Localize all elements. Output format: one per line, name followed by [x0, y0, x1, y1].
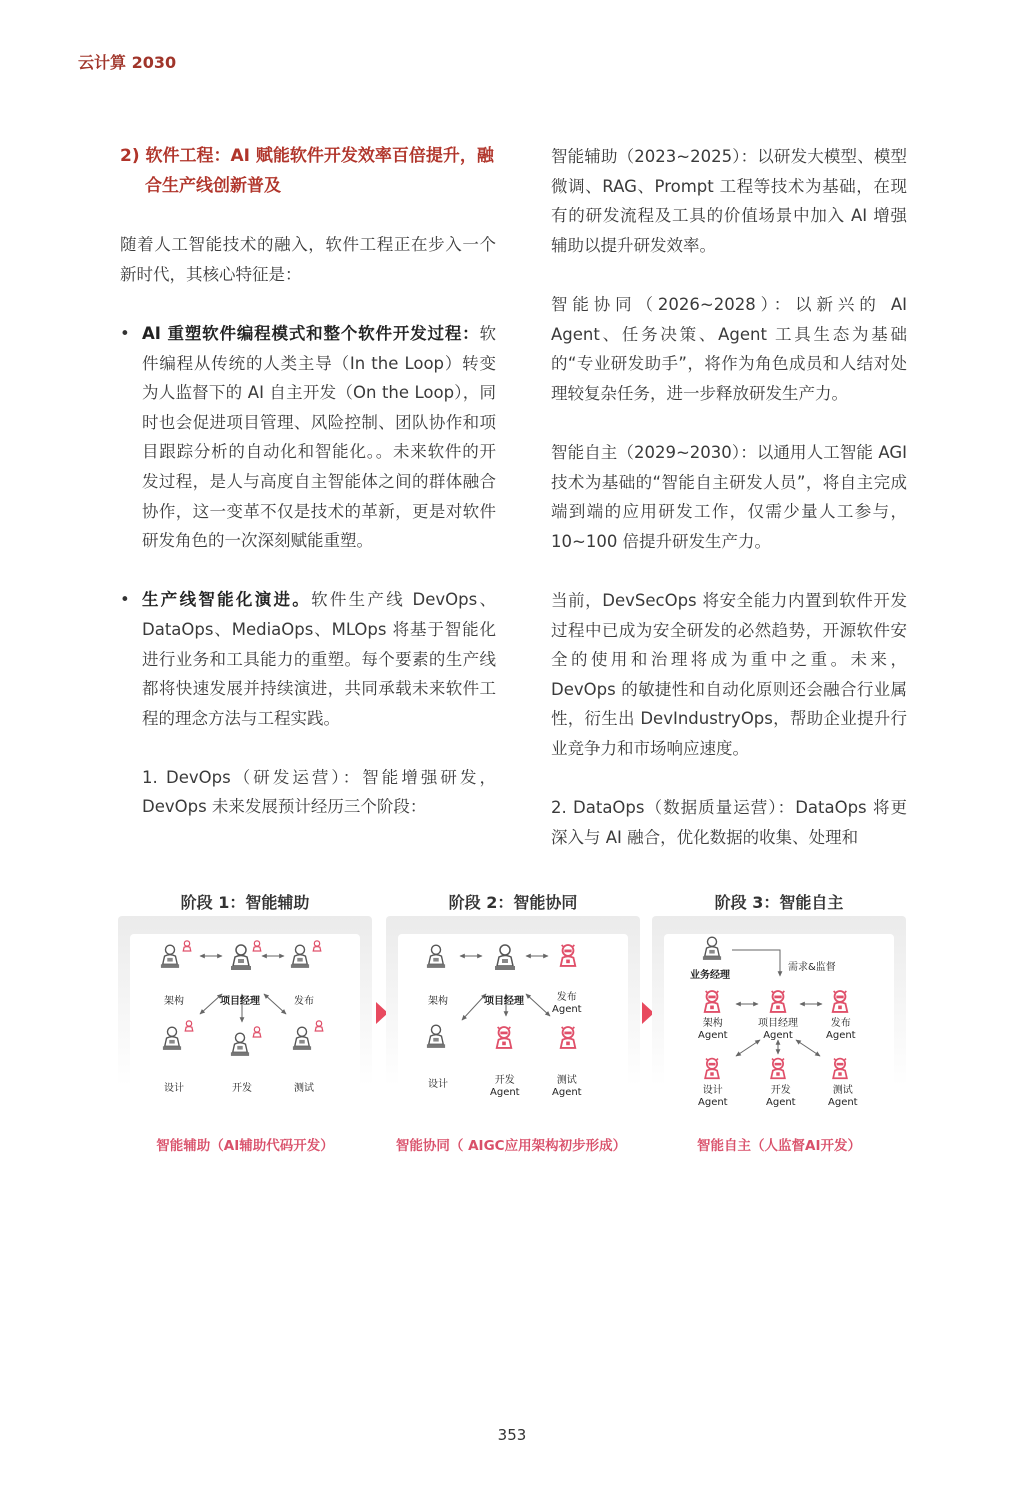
project-manager-icon: [495, 945, 515, 970]
stage-3-title: 阶段 3：智能自主: [714, 893, 844, 912]
design-agent-icon: [705, 1059, 719, 1079]
business-manager-icon: [703, 937, 721, 960]
label-release-agent: 发布 Agent: [826, 1018, 856, 1041]
ai-assistant-icon: [183, 941, 191, 951]
stage-2-title: 阶段 2：智能协同: [448, 893, 578, 912]
ai-assistant-icon: [253, 1027, 261, 1037]
devsecops-paragraph: 当前，DevSecOps 将安全能力内置到软件开发过程中已成为安全研发的必然趋势，开源软件安全的使用和治理将成为重中之重。未来，DevOps 的敏捷性和自动化原则还会融合行业属性，衍生出 DevIndustryOps，帮助企业提升行业竞争力和市场响应速度。: [551, 590, 907, 758]
stage-2-panel: [386, 884, 640, 1098]
pm-agent-icon: [771, 991, 786, 1012]
stage2-paragraph: 智能协同（2026~2028）：以新兴的 AI Agent、任务决策、Agent 工具生态为基础的“专业研发助手”，将作为角色成员和人结对处理较复杂任务，进一步释放研发生产力。: [551, 294, 907, 403]
dataops-paragraph: 2. DataOps（数据质量运营）：DataOps 将更深入与 AI 融合，优化数据的收集、处理和: [551, 798, 907, 847]
release-agent-icon: [561, 945, 576, 966]
label-developer: 开发: [232, 1083, 252, 1094]
bullet-pipeline: [120, 585, 496, 733]
devops-item: 1. DevOps（研发运营）：智能增强研发，DevOps 未来发展预计经历三个阶段：: [142, 767, 496, 817]
left-column: [120, 142, 496, 822]
ai-assistant-icon: [313, 941, 321, 951]
architect-icon: [427, 945, 445, 968]
label-business-manager: 业务经理: [690, 970, 730, 981]
bullet-body: 软件生产线 DevOps、DataOps、MediaOps、MLOps 将基于智能化进行业务和工具能力的重塑。每个要素的生产线都将快速发展并持续演进，共同承载未来软件工程的理念方法与工程实践。: [142, 590, 496, 728]
label-supervise: 需求&监督: [788, 962, 836, 973]
ai-assistant-icon: [315, 1021, 323, 1031]
label-project-manager: 项目经理: [220, 996, 260, 1007]
dev-agent-icon: [771, 1059, 785, 1079]
test-agent-icon: [833, 1059, 847, 1079]
release-agent-icon: [833, 991, 848, 1012]
dev-agent-icon: [497, 1027, 512, 1048]
label-project-manager: 项目经理: [484, 996, 524, 1007]
label-architect: 架构: [164, 996, 184, 1007]
stage-2-caption: 智能协同（ AIGC应用架构初步形成）: [395, 1138, 627, 1154]
page-number: 353: [497, 1426, 527, 1444]
devops-stages-figure: [118, 884, 908, 1174]
label-architect-agent: 架构 Agent: [698, 1018, 728, 1041]
stage-1-title: 阶段 1：智能辅助: [180, 893, 310, 912]
label-test-agent: 测试 Agent: [552, 1075, 582, 1098]
ai-assistant-icon: [253, 941, 261, 951]
stage-3-caption: 智能自主（人监督AI开发）: [697, 1138, 861, 1154]
stage3-paragraph: 智能自主（2029~2030）：以通用人工智能 AGI 技术为基础的“智能自主研发人员”，将自主完成端到端的应用研发工作，仅需少量人工参与，10~100 倍提升研发生产力。: [551, 442, 907, 551]
stage-1-panel: [118, 884, 372, 1094]
developer-icon: [231, 1033, 249, 1056]
label-tester: 测试: [294, 1083, 314, 1094]
label-design-agent: 设计 Agent: [698, 1085, 728, 1108]
architect-icon: [161, 945, 179, 968]
stage-3-panel: [652, 884, 906, 1108]
stage-3-diagram: [652, 916, 906, 1086]
section-heading: 2) 软件工程：AI 赋能软件开发效率百倍提升，融合生产线创新普及: [120, 146, 494, 196]
design-icon: [427, 1025, 445, 1048]
label-dev-agent: 开发 Agent: [490, 1075, 520, 1098]
label-design: 设计: [164, 1083, 184, 1094]
ai-assistant-icon: [185, 1021, 193, 1031]
intro-paragraph: 随着人工智能技术的融入，软件工程正在步入一个新时代，其核心特征是：: [120, 235, 496, 284]
project-manager-icon: [231, 945, 251, 970]
label-dev-agent: 开发 Agent: [766, 1085, 796, 1108]
label-release: 发布: [294, 996, 314, 1007]
running-header: 云计算 2030: [78, 53, 177, 72]
label-test-agent: 测试 Agent: [828, 1085, 858, 1108]
test-agent-icon: [561, 1027, 576, 1048]
bullet-body: 软件编程从传统的人类主导（In the Loop）转变为人监督下的 AI 自主开发（On the Loop），同时也会促进项目管理、风险控制、团队协作和项目跟踪分析的自动化和智能化。。未来软件的开发过程，是人与高度自主智能体之间的群体融合协作，这一变革不仅是技术的革新，更是对软件研发角色的一次深刻赋能重塑。: [142, 323, 496, 551]
label-architect: 架构: [428, 996, 448, 1007]
stage1-paragraph: 智能辅助（2023~2025）：以研发大模型、模型微调、RAG、Prompt 工程等技术为基础，在现有的研发流程及工具的价值场景中加入 AI 增强辅助以提升研发效率。: [551, 147, 907, 255]
bullet-ai-reshape: [120, 319, 496, 556]
bullet-title: 生产线智能化演进。: [142, 590, 312, 610]
tester-icon: [293, 1027, 311, 1050]
label-release-agent: 发布 Agent: [552, 992, 582, 1015]
label-pm-agent: 项目经理 Agent: [758, 1018, 798, 1041]
right-column: [551, 142, 907, 852]
bullet-title: AI 重塑软件编程模式和整个软件开发过程：: [142, 323, 480, 343]
stage-1-caption: 智能辅助（AI辅助代码开发）: [156, 1138, 334, 1154]
label-design: 设计: [428, 1079, 448, 1090]
architect-agent-icon: [705, 991, 720, 1012]
design-icon: [163, 1027, 181, 1050]
release-icon: [291, 945, 309, 968]
